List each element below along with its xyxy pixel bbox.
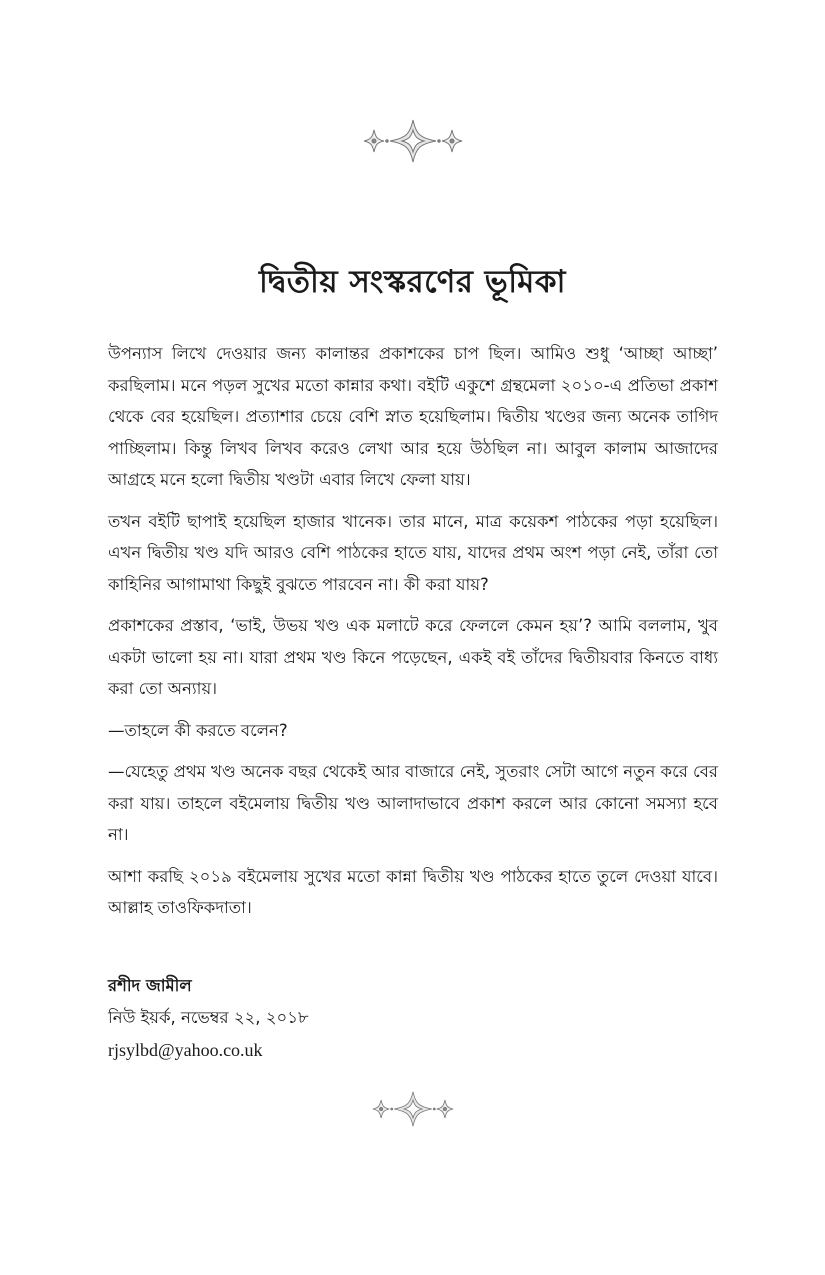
dialogue-line: —যেহেতু প্রথম খণ্ড অনেক বছর থেকেই আর বাজারে নেই, সুতরাং সেটা আগে নতুন করে বের করা যায়। তাহলে বইমেলায় দ্বিতীয় খণ্ড আলাদাভাবে প্রকাশ করলে আর কোনো সমস্যা হবে না। <box>108 762 718 844</box>
paragraph: আশা করছি ২০১৯ বইমেলায় সুখের মতো কান্না দ্বিতীয় খণ্ড পাঠকের হাতে তুলে দেওয়া যাবে। আল্লাহ তাওফিকদাতা। <box>108 866 718 917</box>
diamond-flourish-icon <box>368 1090 458 1128</box>
place-date: নিউ ইয়র্ক, নভেম্বর ২২, ২০১৮ <box>108 1008 309 1027</box>
author-name: রশীদ জামীল <box>108 976 192 995</box>
author-email: rjsylbd@yahoo.co.uk <box>108 1040 263 1060</box>
page-title: দ্বিতীয় সংস্করণের ভূমিকা <box>258 264 567 300</box>
paragraph: তখন বইটি ছাপাই হয়েছিল হাজার খানেক। তার মানে, মাত্র কয়েকশ পাঠকের পড়া হয়েছিল। এখন দ্বিতীয় খণ্ড যদি আরও বেশি পাঠকের হাতে যায়, যাদের প্রথম অংশ পড়া নেই, তাঁরা তো কাহিনির আগামাথা কিছুই বুঝতে পারবেন না। কী করা যায়? <box>108 511 718 594</box>
bottom-ornament <box>0 1090 825 1132</box>
paragraph: উপন্যাস লিখে দেওয়ার জন্য কালান্তর প্রকাশকের চাপ ছিল। আমিও শুধু ‘আচ্ছা আচ্ছা’ করছিলাম। মনে পড়ল সুখের মতো কান্নার কথা। বইটি একুশে গ্রন্থমেলা ২০১০-এ প্রতিভা প্রকাশ থেকে বের হয়েছিল। প্রত্যাশার চেয়ে বেশি স্নাত হয়েছিলাম। দ্বিতীয় খণ্ডের জন্য অনেক তাগিদ পাচ্ছিলাম। কিন্তু লিখব লিখব করেও লেখা আর হয়ে উঠছিল না। আবুল কালাম আজাদের আগ্রহে মনে হলো দ্বিতীয় খণ্ডটা এবার লিখে ফেলা যায়। <box>108 344 718 489</box>
preface-body <box>108 338 718 934</box>
paragraph: প্রকাশকের প্রস্তাব, ‘ভাই, উভয় খণ্ড এক মলাটে করে ফেললে কেমন হয়’? আমি বললাম, খুব একটা ভালো হয় না। যারা প্রথম খণ্ড কিনে পড়েছেন, একই বই তাঁদের দ্বিতীয়বার কিনতে বাধ্য করা তো অন্যায়। <box>108 616 718 698</box>
dialogue-line: —তাহলে কী করতে বলেন? <box>108 720 288 740</box>
diamond-flourish-icon <box>358 118 468 164</box>
top-ornament <box>0 118 825 168</box>
signature-block <box>108 970 718 1066</box>
